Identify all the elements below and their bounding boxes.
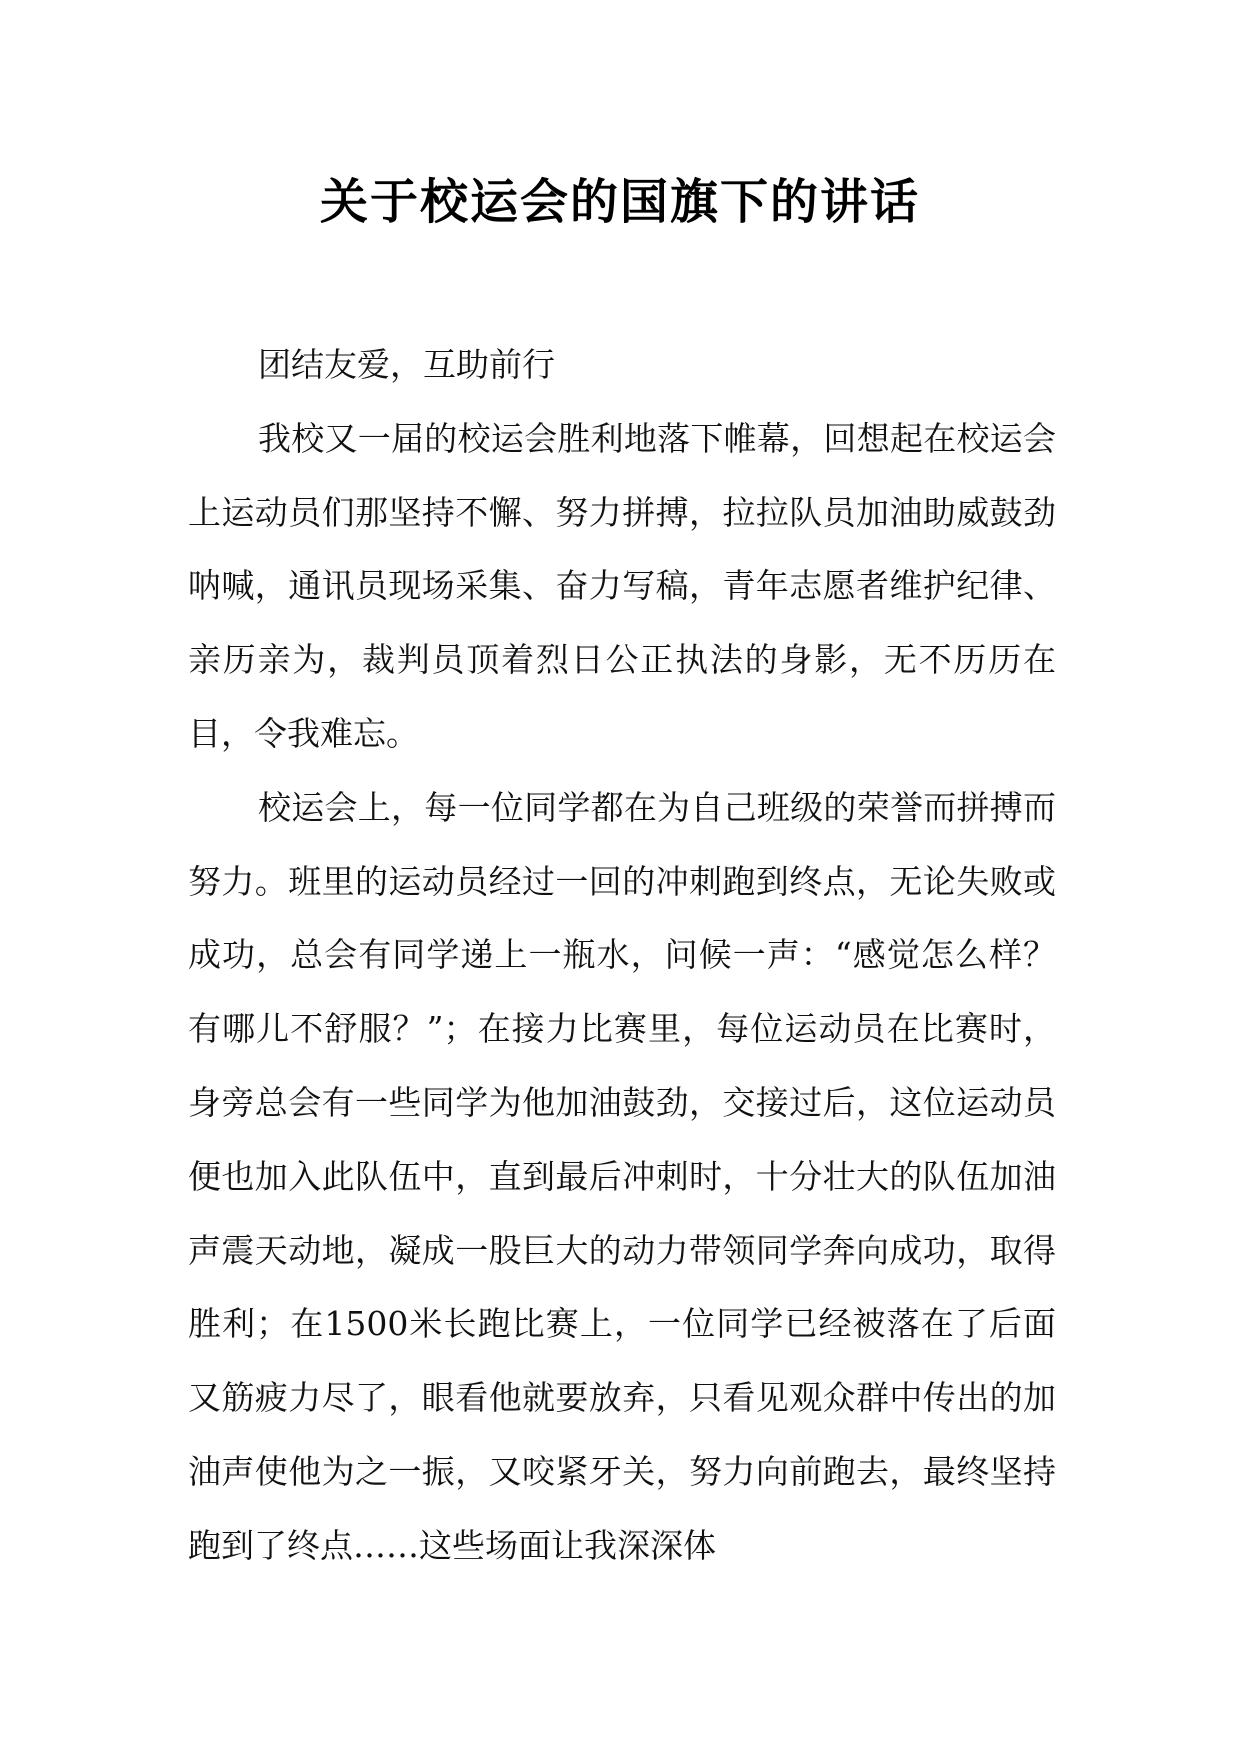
- document-body: [188, 328, 1056, 1583]
- paragraph-subtitle: 团结友爱，互助前行: [258, 345, 555, 384]
- paragraph: 校运会上，每一位同学都在为自己班级的荣誉而拼搏而努力。班里的运动员经过一回的冲刺跑到终点，无论失败或成功，总会有同学递上一瓶水，问候一声：“感觉怎么样？有哪儿不舒服？”；在接力比赛里，每位运动员在比赛时，身旁总会有一些同学为他加油鼓劲，交接过后，这位运动员便也加入此队伍中，直到最后冲刺时，十分壮大的队伍加油声震天动地，凝成一股巨大的动力带领同学奔向成功，取得胜利；在1500米长跑比赛上，一位同学已经被落在了后面又筋疲力尽了，眼看他就要放弃，只看见观众群中传出的加油声使他为之一振，又咬紧牙关，努力向前跑去，最终坚持跑到了终点……这些场面让我深深体: [188, 787, 1056, 1565]
- paragraph: 我校又一届的校运会胜利地落下帷幕，回想起在校运会上运动员们那坚持不懈、努力拼搏，拉拉队员加油助威鼓劲呐喊，通讯员现场采集、奋力写稿，青年志愿者维护纪律、亲历亲为，裁判员顶着烈日公正执法的身影，无不历历在目，令我难忘。: [188, 418, 1056, 753]
- document-title: 关于校运会的国旗下的讲话: [319, 174, 920, 230]
